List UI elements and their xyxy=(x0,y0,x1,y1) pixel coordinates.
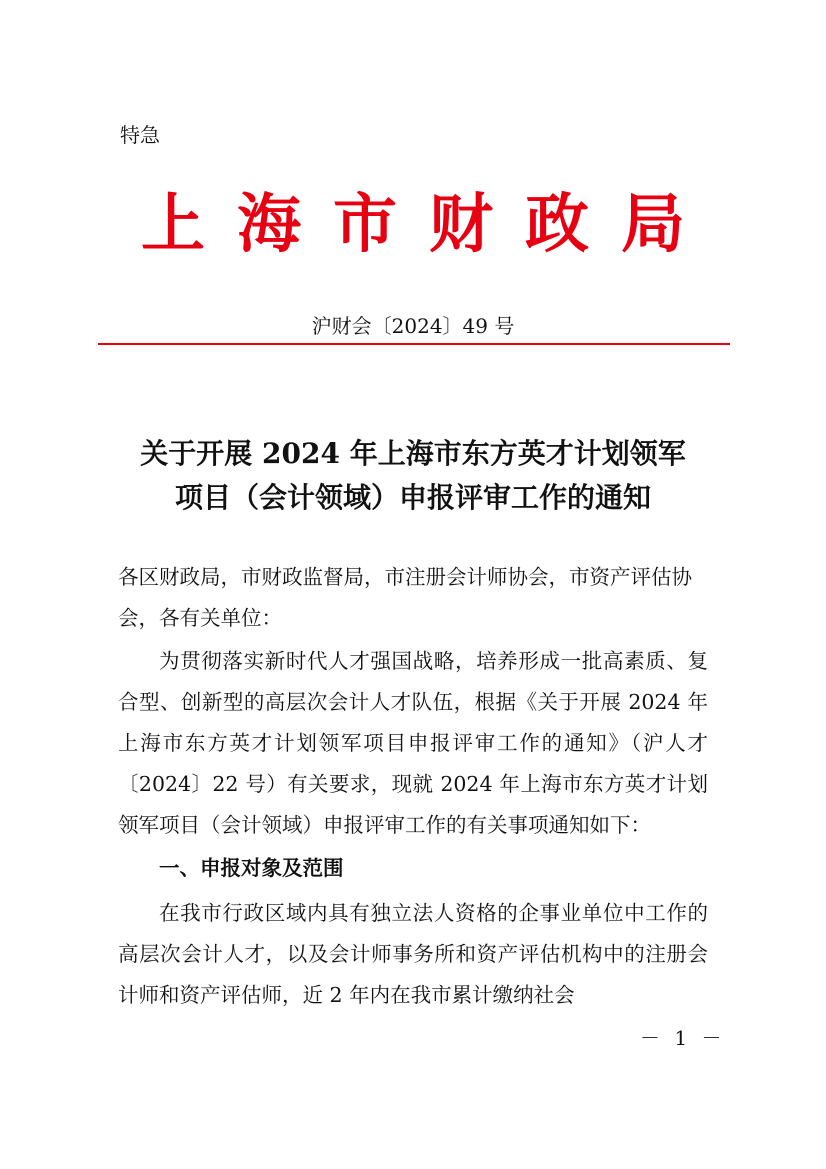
paragraph-intro: 为贯彻落实新时代人才强国战略，培养形成一批高素质、复合型、创新型的高层次会计人才队伍，根据《关于开展 2024 年上海市东方英才计划领军项目申报评审工作的通知》（沪人才〔2024〕22 号）有关要求，现就 2024 年上海市东方英才计划领军项目（会计领域）申报评审工作的有关事项通知如下： xyxy=(118,649,708,837)
section-heading-1: 一、申报对象及范围 xyxy=(159,856,344,880)
title-line-1: 关于开展 2024 年上海市东方英才计划领军 xyxy=(140,437,686,470)
paragraph-scope: 在我市行政区域内具有独立法人资格的企事业单位中工作的高层次会计人才，以及会计师事务所和资产评估机构中的注册会计师和资产评估师，近 2 年内在我市累计缴纳社会 xyxy=(118,901,708,1007)
issuing-agency-title: 上海市财政局 xyxy=(141,187,717,262)
document-number: 沪财会〔2024〕49 号 xyxy=(311,314,515,338)
title-line-2: 项目（会计领域）申报评审工作的通知 xyxy=(174,481,651,514)
salutation: 各区财政局，市财政监督局，市注册会计师协会，市资产评估协会，各有关单位： xyxy=(118,565,692,630)
urgency-label: 特急 xyxy=(120,123,160,147)
red-divider-line xyxy=(98,343,730,345)
page-number: － 1 － xyxy=(640,1026,726,1050)
document-title xyxy=(100,432,726,520)
